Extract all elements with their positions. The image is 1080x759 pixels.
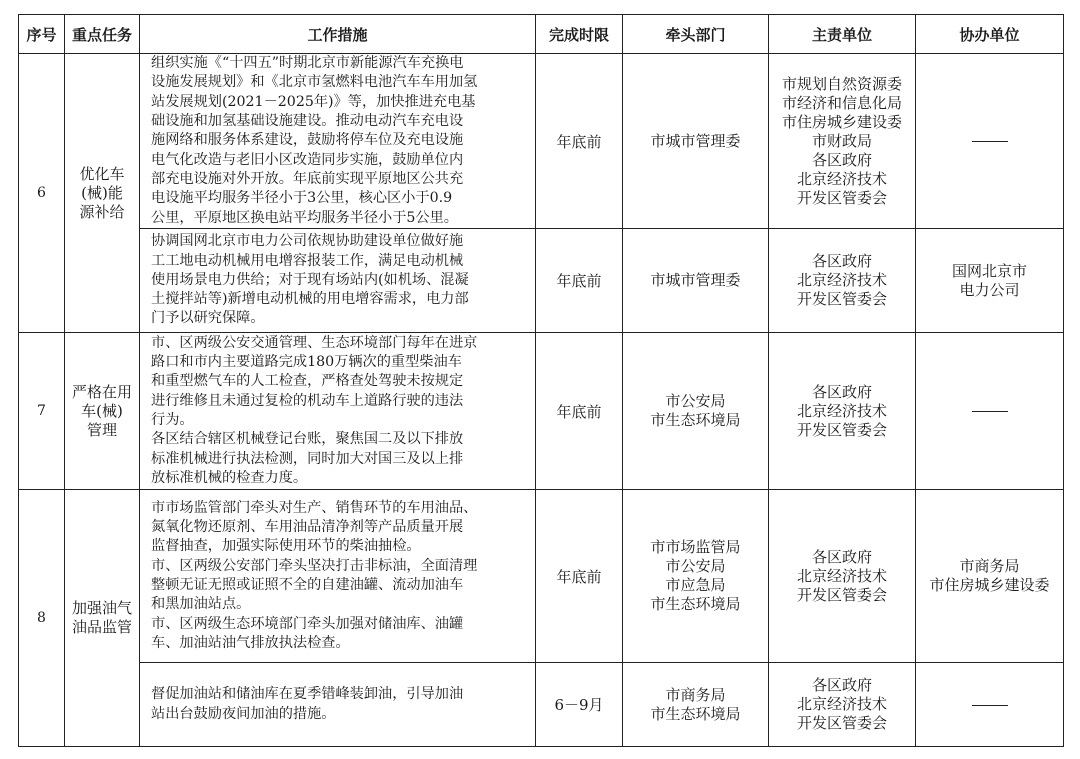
task-cell — [65, 490, 140, 747]
row-number: 6 — [19, 54, 65, 333]
task-cell — [65, 333, 140, 490]
header-no: 序号 — [19, 15, 65, 54]
assist-unit-cell — [916, 663, 1064, 747]
table-row — [19, 333, 1064, 490]
lead-dept-cell: 市商务局 市生态环境局 — [623, 663, 769, 747]
table-row — [19, 54, 1064, 229]
lead-dept-cell: 市城市管理委 — [623, 229, 769, 333]
lead-dept-cell: 市市场监管局 市公安局 市应急局 市生态环境局 — [623, 490, 769, 663]
header-row — [19, 15, 1064, 54]
deadline-cell: 年底前 — [536, 490, 623, 663]
measures-cell: 市市场监管部门牵头对生产、销售环节的车用油品、 氮氧化物还原剂、车用油品清净剂等产品质量开展 监督抽查，加强实际使用环节的柴油抽检。 市、区两级公安部门牵头坚决打击非标油，全面清理 整顿无证无照或证照不全的自建油罐、流动加油车 和黑加油站点。 市、区两级生态环境部门牵头加强对储油库、油罐 车、加油站油气排放执法检查。 — [140, 490, 536, 663]
measures-cell: 组织实施《“十四五”时期北京市新能源汽车充换电 设施发展规划》和《北京市氢燃料电池汽车车用加氢 站发展规划(2021－2025年)》等，加快推进充电基 础设施和加氢基础设施建设。推动电动汽车充电设 施网络和服务体系建设，鼓励将停车位及充电设施 电气化改造与老旧小区改造同步实施，鼓励单位内 部充电设施对外开放。年底前实现平原地区公共充 电设施平均服务半径小于3公里，核心区小于0.9 公里，平原地区换电站平均服务半径小于5公里。 — [140, 54, 536, 229]
assist-unit-cell — [916, 333, 1064, 490]
table-row — [19, 663, 1064, 747]
header-lead: 牵头部门 — [623, 15, 769, 54]
assist-unit-cell: 国网北京市 电力公司 — [916, 229, 1064, 333]
header-deadline: 完成时限 — [536, 15, 623, 54]
empty-dash — [972, 141, 1008, 142]
measures-cell: 督促加油站和储油库在夏季错峰装卸油，引导加油 站出台鼓励夜间加油的措施。 — [140, 663, 536, 747]
empty-dash — [972, 411, 1008, 412]
responsible-unit-cell: 各区政府 北京经济技术 开发区管委会 — [769, 663, 916, 747]
empty-dash — [972, 705, 1008, 706]
assist-unit-cell — [916, 54, 1064, 229]
responsible-unit-cell: 各区政府 北京经济技术 开发区管委会 — [769, 333, 916, 490]
assist-unit-cell: 市商务局 市住房城乡建设委 — [916, 490, 1064, 663]
deadline-cell: 6－9月 — [536, 663, 623, 747]
measures-cell: 市、区两级公安交通管理、生态环境部门每年在进京 路口和市内主要道路完成180万辆次的重型柴油车 和重型燃气车的人工检查，严格查处驾驶未按规定 进行维修且未通过复检的机动车上道路行驶的违法 行为。 各区结合辖区机械登记台账，聚焦国二及以下排放 标准机械进行执法检测，同时加大对国三及以上排 放标准机械的检查力度。 — [140, 333, 536, 490]
header-assist: 协办单位 — [916, 15, 1064, 54]
responsible-unit-cell: 各区政府 北京经济技术 开发区管委会 — [769, 490, 916, 663]
lead-dept-cell: 市城市管理委 — [623, 54, 769, 229]
row-number: 8 — [19, 490, 65, 747]
deadline-cell: 年底前 — [536, 333, 623, 490]
task-label: 严格在用 车(械) 管理 — [72, 382, 133, 439]
header-measures: 工作措施 — [140, 15, 536, 54]
row-number: 7 — [19, 333, 65, 490]
lead-dept-cell: 市公安局 市生态环境局 — [623, 333, 769, 490]
task-label: 加强油气 油品监管 — [72, 599, 133, 636]
deadline-cell: 年底前 — [536, 54, 623, 229]
responsible-unit-cell: 市规划自然资源委 市经济和信息化局 市住房城乡建设委 市财政局 各区政府 北京经济技术 开发区管委会 — [769, 54, 916, 229]
task-cell — [65, 54, 140, 333]
header-task: 重点任务 — [65, 15, 140, 54]
table-row — [19, 229, 1064, 333]
task-label: 优化车 (械)能 源补给 — [79, 164, 125, 221]
table-row — [19, 490, 1064, 663]
responsible-unit-cell: 各区政府 北京经济技术 开发区管委会 — [769, 229, 916, 333]
header-responsible: 主责单位 — [769, 15, 916, 54]
measures-cell: 协调国网北京市电力公司依规协助建设单位做好施 工工地电动机械用电增容报装工作，满足电动机械 使用场景电力供给；对于现有场站内(如机场、混凝 土搅拌站等)新增电动机械的用电增容需求，电力部 门予以研究保障。 — [140, 229, 536, 333]
work-measures-table — [18, 14, 1064, 747]
deadline-cell: 年底前 — [536, 229, 623, 333]
